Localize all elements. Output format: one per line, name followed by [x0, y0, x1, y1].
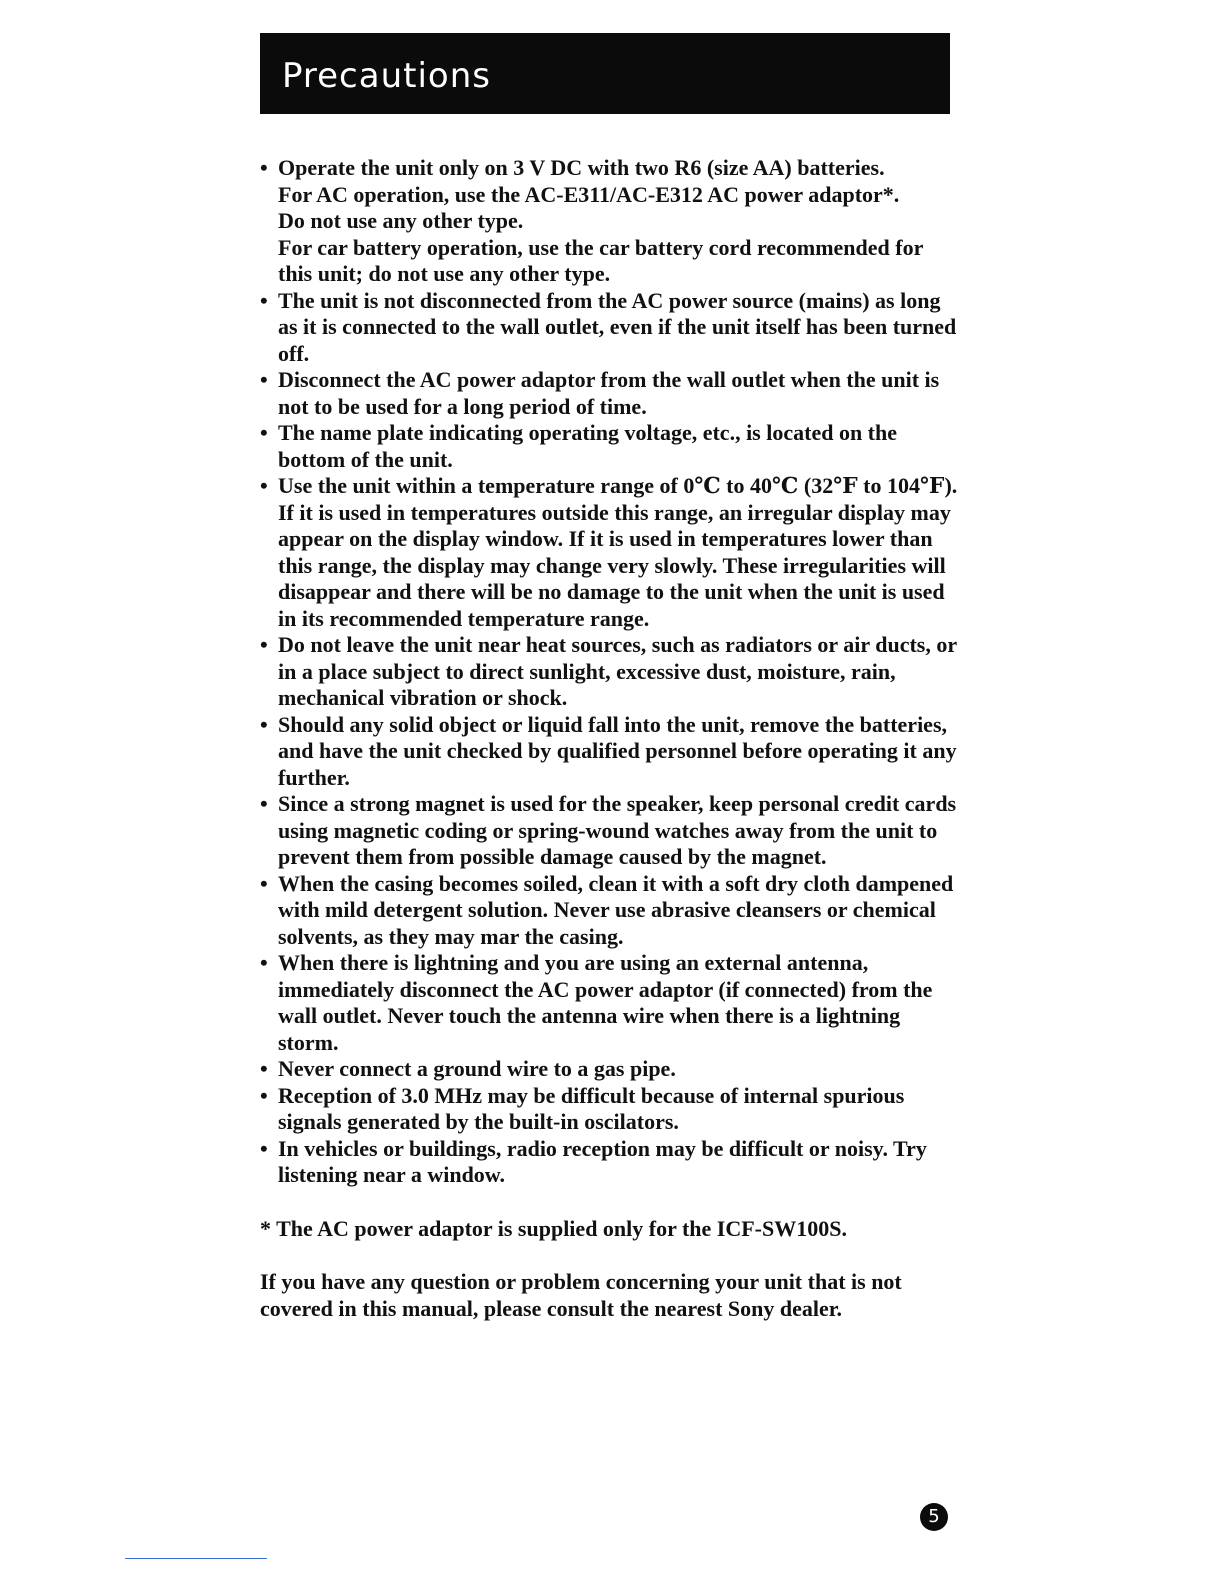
list-item — [260, 950, 960, 1056]
item-text: • Reception of 3.0 MHz may be difficult because of internal spurious signals generated by the built-in oscilators. — [278, 1082, 905, 1134]
list-item — [260, 288, 960, 368]
list-item — [260, 632, 960, 712]
item-text: Do not use any other type. — [278, 208, 524, 233]
item-text: • Use the unit within a temperature range of 0℃ to 40℃ (32℉ to 104℉). If it is used in temperatures outside this range, an irregular display may appear on the display window. If it is used in temperatures lower than this range, the display may change very slowly. These irregularities will disappear and there will be no damage to the unit when the unit is used in its recommended temperature range. — [278, 473, 958, 631]
list-item — [260, 420, 960, 473]
list-item — [260, 1083, 960, 1136]
document-body — [260, 155, 960, 1322]
list-item — [260, 712, 960, 792]
list-item — [260, 1136, 960, 1189]
list-item — [260, 791, 960, 871]
list-item — [260, 367, 960, 420]
item-text: • Do not leave the unit near heat sources, such as radiators or air ducts, or in a place subject to direct sunlight, excessive dust, moisture, rain, mechanical vibration or shock. — [278, 632, 957, 710]
item-text: • When there is lightning and you are using an external antenna, immediately disconnect the AC power adaptor (if connected) from the wall outlet. Never touch the antenna wire when there is a lightning storm. — [278, 950, 933, 1055]
item-text: • Should any solid object or liquid fall into the unit, remove the batteries, and have the unit checked by qualified personnel before operating it any further. — [278, 711, 957, 790]
item-text: • When the casing becomes soiled, clean it with a soft dry cloth dampened with mild detergent solution. Never use abrasive cleansers or chemical solvents, as they may mar the casing. — [278, 870, 954, 949]
item-text: • The name plate indicating operating voltage, etc., is located on the bottom of the unit. — [278, 420, 898, 472]
item-text: For AC operation, use the AC-E311/AC-E312 AC power adaptor*. — [278, 181, 900, 207]
list-item — [260, 1056, 960, 1083]
list-item — [260, 473, 960, 632]
item-text: • Operate the unit only on 3 V DC with two R6 (size AA) batteries. — [278, 155, 885, 180]
precautions-list — [260, 155, 960, 1189]
footer-divider — [125, 1558, 267, 1559]
closing-paragraph: If you have any question or problem concerning your unit that is not covered in this manual, please consult the nearest Sony dealer. — [260, 1269, 902, 1321]
item-text: • The unit is not disconnected from the AC power source (mains) as long as it is connected to the wall outlet, even if the unit itself has been turned off. — [278, 287, 957, 366]
header-bar — [260, 33, 950, 114]
footnote: * The AC power adaptor is supplied only for the ICF-SW100S. — [260, 1215, 847, 1241]
item-text: • Never connect a ground wire to a gas pipe. — [278, 1056, 676, 1081]
item-text: • Since a strong magnet is used for the speaker, keep personal credit cards using magnetic coding or spring-wound watches away from the unit to prevent them from possible damage caused by the magnet. — [278, 791, 957, 869]
page-title: Precautions — [282, 56, 491, 96]
item-text: • In vehicles or buildings, radio reception may be difficult or noisy. Try listening near a window. — [278, 1135, 927, 1187]
page-number-badge: 5 — [920, 1503, 948, 1531]
item-text: For car battery operation, use the car battery cord recommended for this unit; do not use any other type. — [278, 234, 923, 286]
list-item — [260, 155, 960, 288]
item-text: • Disconnect the AC power adaptor from the wall outlet when the unit is not to be used for a long period of time. — [278, 367, 940, 419]
list-item — [260, 871, 960, 951]
